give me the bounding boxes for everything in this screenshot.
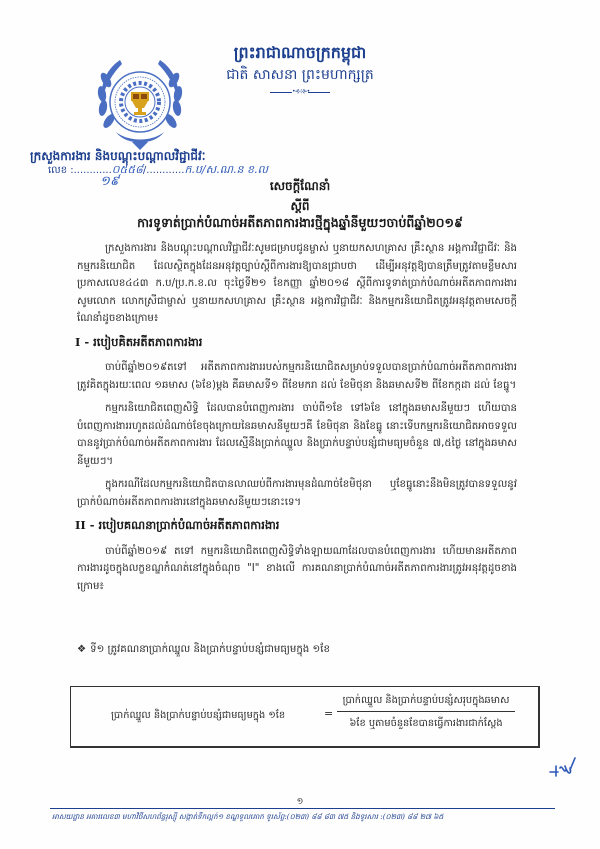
step-1-text: ទី១ ត្រូវគណនាប្រាក់ឈ្នួល និងប្រាក់បន្ទាប់បន្សំជាមធ្យមក្នុង ១ខែ [90,644,330,655]
document-body [77,240,517,595]
footer-address: អាសយដ្ឋាន អគារលេខ៣ មហាវិថីសហព័ន្ធរុស្ស៊ី សង្កាត់ទឹកល្អក់១ ខណ្ឌទួលគោក ទូរស័ព្ទ:(០២៣) ៨៨ ៨៣ ៧៥ និងទូរសារ :(០២៣) ៨៨ ២៧ ៦៥ [52,812,444,821]
intro-paragraph: ក្រសួងការងារ និងបណ្ដុះបណ្ដាលវិជ្ជាជីវៈសូមជម្រាបជូនម្ចាស់ ឬនាយកសហគ្រាស គ្រឹះស្ថាន អង្គការវិជ្ជាជីវៈ និងកម្មករនិយោជិត ដែលស្ថិតក្នុងដែនអនុវត្តច្បាប់ស្ដីពីការងារឱ្យបានជ្រាបថា ដើម្បីអនុវត្តឱ្យបានត្រឹមត្រូវតាមខ្លឹមសារប្រកាសលេខ៤៤៣ ក.ប/ប្រ.ក.ខ.ល ចុះថ្ងៃទី២១ ខែកញ្ញា ឆ្នាំ២០១៨ ស្ដីពីការទូទាត់ប្រាក់បំណាច់អតីតភាពការងារ សូមលោក លោកស្រីជាម្ចាស់ ឬនាយកសហគ្រាស គ្រឹះស្ថាន អង្គការវិជ្ជាជីវៈ និងកម្មករនិយោជិតត្រូវអនុវត្តតាមសេចក្ដីណែនាំដូចខាងក្រោម៖ [77,243,517,324]
formula-box [70,686,540,748]
signature-icon [548,756,578,780]
footer-divider [50,808,555,809]
formula-numerator: ប្រាក់ឈ្នួល និងប្រាក់បន្ទាប់បន្សំសរុបក្នុងឆមាស [342,695,510,706]
reference-dots-after: /............ [142,165,185,176]
kingdom-header [215,42,385,95]
page-number: ១ [296,797,304,807]
section-2-heading: II - របៀបគណនាប្រាក់បំណាច់អតីតភាពការងារ [75,518,280,532]
kingdom-title: ព្រះរាជាណាចក្រកម្ពុជា [233,43,367,62]
document-subject: ការទូទាត់ប្រាក់បំណាច់អតីតភាពការងារថ្មីក្នុងឆ្នាំនីមួយៗចាប់ពីឆ្នាំ២០១៩ [137,215,463,230]
ministry-name: ក្រសួងការងារ និងបណ្ដុះបណ្ដាលវិជ្ជាជីវៈ [30,149,206,163]
handwritten-initials [548,756,578,780]
step-1-bullet [77,642,330,657]
formula-lhs: ប្រាក់ឈ្នួល និងប្រាក់បន្ទាប់បន្សំជាមធ្យមក្នុង ១ខែ [111,710,286,721]
motto-ornament-divider [270,89,330,95]
section-1-heading: I - របៀបគិតអតីតភាពការងារ [75,334,203,349]
document-regarding-label: ស្ដីពី [290,199,310,213]
formula-equals: = [324,707,334,720]
kingdom-motto: ជាតិ សាសនា ព្រះមហាក្សត្រ [226,67,374,83]
ornament-icon: •⊰⊹⊱• [292,88,310,95]
section-1-paragraph: ចាប់ពីឆ្នាំ២០១៩តទៅ អតីតភាពការងាររបស់កម្មករនិយោជិតសម្រាប់ទទួលបានប្រាក់បំណាច់អតីតភាពការងារត្រូវគិតក្នុងរយៈពេល ១ឆមាស (៦ខែ)ម្ដង គឺឆមាសទី១ ពីខែមករា ដល់ ខែមិថុនា និងឆមាសទី២ ពីខែកក្កដា ដល់ ខែធ្នូ។ [77,362,517,391]
document-type-title: សេចក្ដីណែនាំ [269,179,331,193]
formula-denominator: ៦ខែ ឬតាមចំនួនខែបានធ្វើការងារជាក់ស្ដែង [337,711,515,731]
formula-fraction [337,693,515,731]
reference-dots: ............ [73,165,112,176]
reference-suffix: ក.ប/ស.ណ.ន ខ.ល [184,163,268,176]
reference-handwritten-sub: ១៩ [100,174,120,189]
ministry-logo [90,50,190,155]
section-1-paragraph: កម្មករនិយោជិតពេញសិទ្ធិ ដែលបានបំពេញការងារ ចាប់ពី១ខែ ទៅ៦ខែ នៅក្នុងឆមាសនីមួយៗ ហើយបានបំពេញការងាររហូតដល់ដំណាច់ខែចុងក្រោយនៃឆមាសនីមួយៗគឺ ខែមិថុនា និងខែធ្នូ នោះទើបកម្មករនិយោជិតអាចទទួលបាននូវប្រាក់បំណាច់អតីតភាពការងារ ដែលស្មើនឹងប្រាក់ឈ្នួល និងប្រាក់បន្ទាប់បន្សំជាមធ្យមចំនួន ៧,៥ថ្ងៃ នៅក្នុងឆមាសនីមួយៗ។ [77,403,517,467]
reference-handwritten-number: ០៥៥៨ [111,163,143,176]
ministry-emblem-icon [90,50,190,155]
reference-number: លេខ :............០៥៥៨/............ក.ប/ស.ណ.ន ខ.ល [48,163,268,176]
diamond-bullet-icon: ❖ [77,644,87,655]
section-1-paragraph: ក្នុងករណីដែលកម្មករនិយោជិតបានលាឈប់ពីការងារមុនដំណាច់ខែមិថុនា ឬខែធ្នូនោះនឹងមិនត្រូវបានទទួលនូវប្រាក់បំណាច់អតីតភាពការងារនៅក្នុងឆមាសនីមួយៗនោះទេ។ [77,479,517,508]
reference-label: លេខ [48,165,68,176]
section-2-paragraph: ចាប់ពីឆ្នាំ២០១៩ តទៅ កម្មករនិយោជិតពេញសិទ្ធិទាំងឡាយណាដែលបានបំពេញការងារ ហើយមានអតីតភាពការងារដូចក្នុងលក្ខខណ្ឌកំណត់នៅក្នុងចំណុច "I" ខាងលើ ការគណនាប្រាក់បំណាច់អតីតភាពការងារត្រូវអនុវត្តដូចខាងក្រោម៖ [77,545,517,592]
